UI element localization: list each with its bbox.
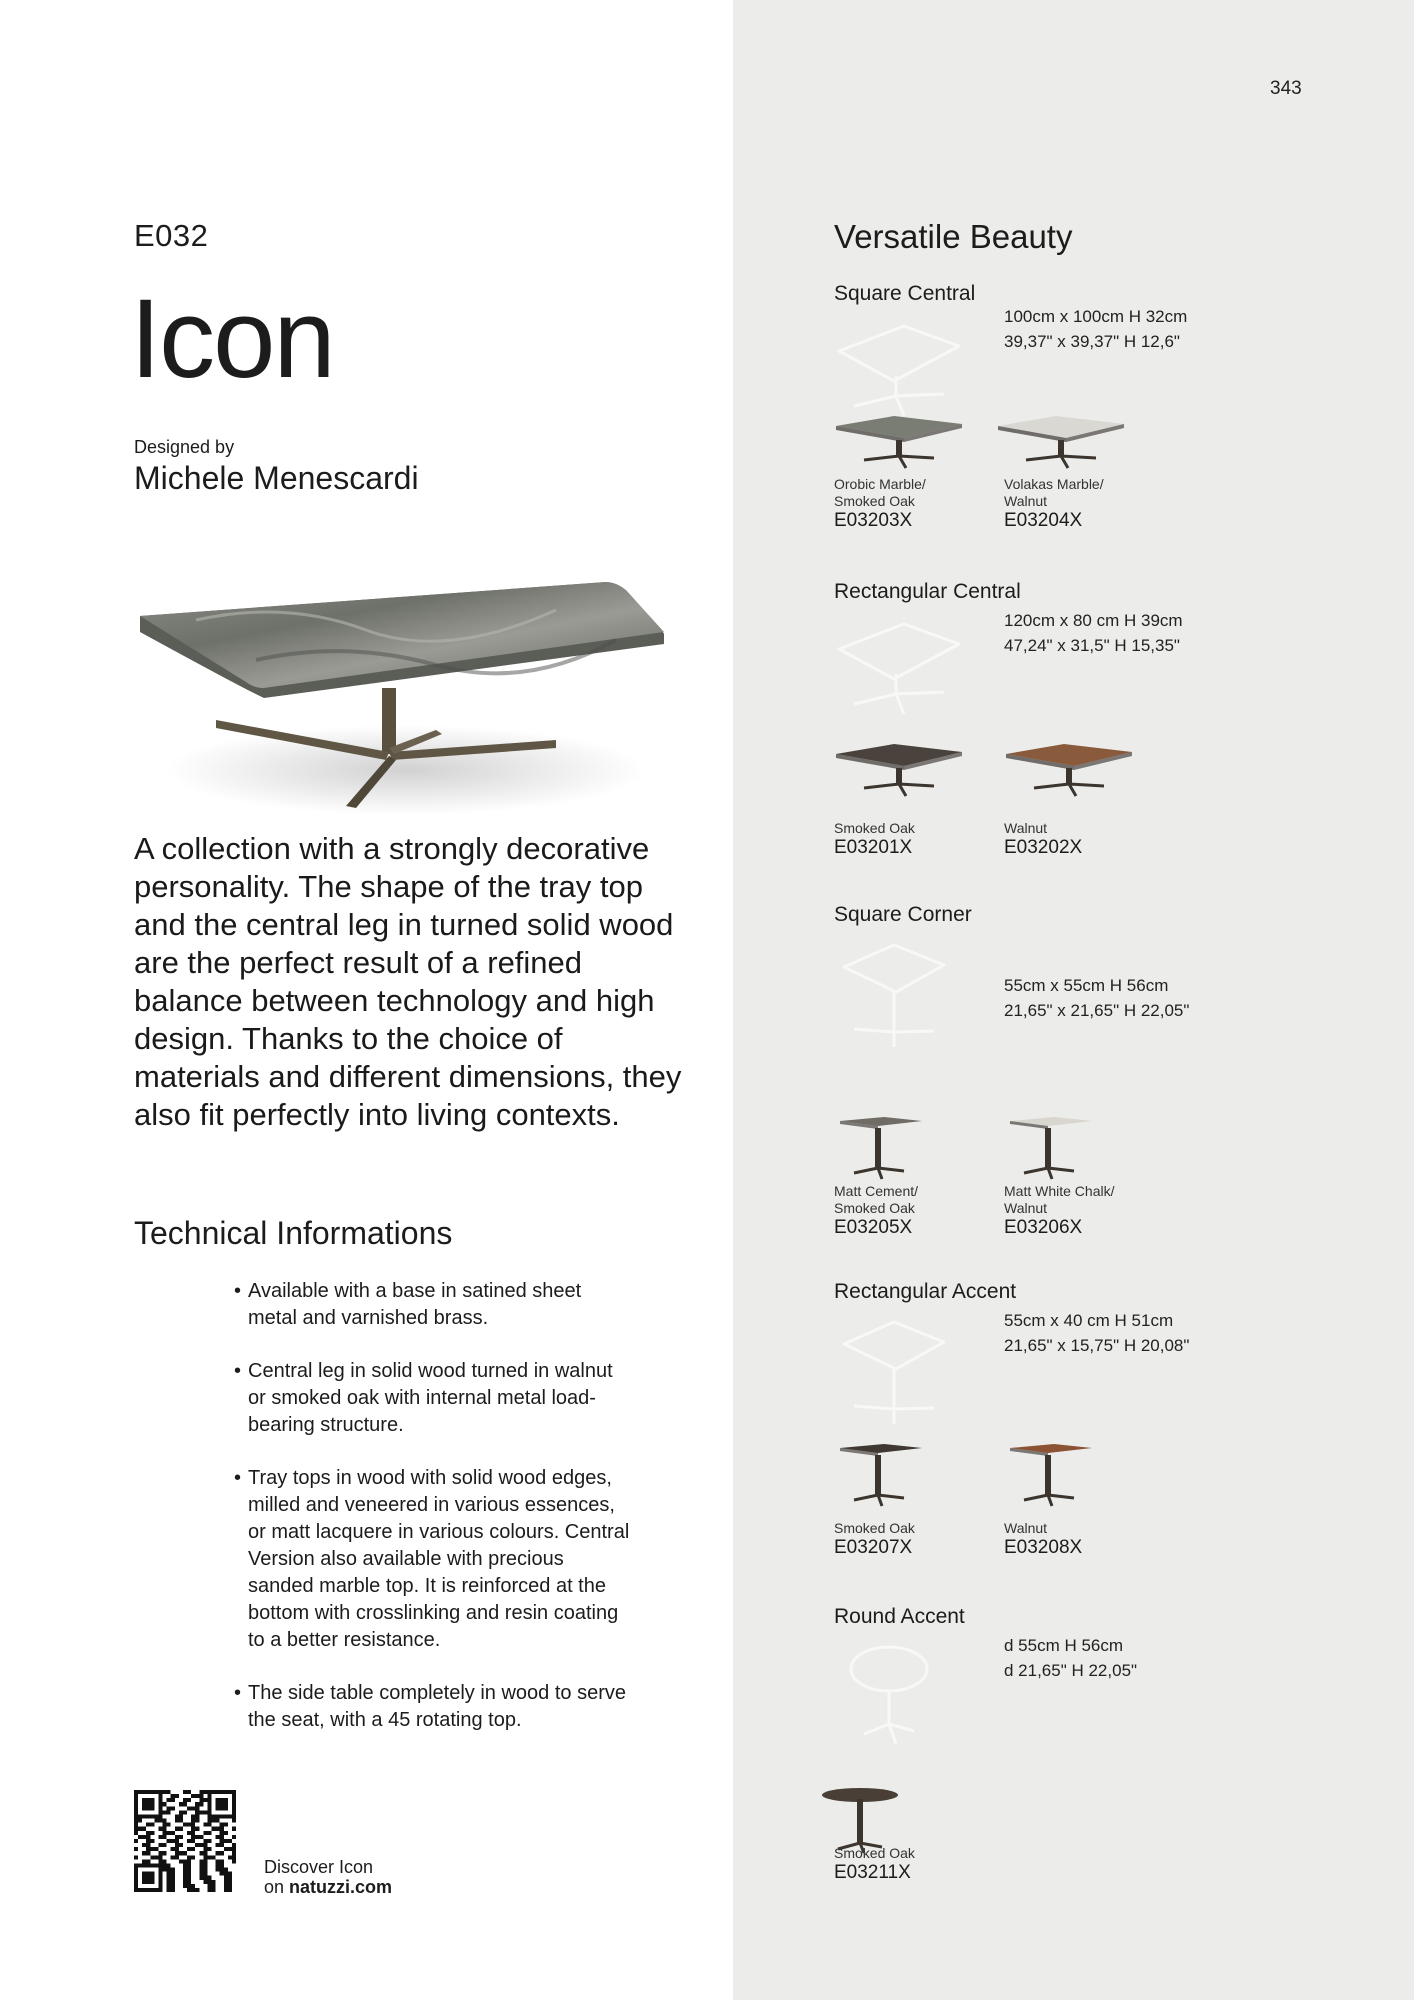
variant-sku: E03203X xyxy=(834,510,913,531)
table-variant-image xyxy=(834,412,964,482)
dimensions-cm: 55cm x 40 cm H 51cm xyxy=(1004,1311,1174,1330)
group-dimensions xyxy=(1004,1308,1189,1358)
site-name: natuzzi.com xyxy=(289,1877,393,1897)
designed-by-label: Designed by xyxy=(134,437,235,457)
table-variant-image xyxy=(1004,740,1134,810)
dimensions-in: 21,65" x 21,65" H 22,05" xyxy=(1004,1001,1190,1020)
variant-sku: E03207X xyxy=(834,1537,913,1558)
discover-site-line: on natuzzi.com xyxy=(264,1877,393,1897)
table-variant-image xyxy=(996,412,1126,482)
table-variant-image xyxy=(834,1113,964,1183)
variant-sku: E03205X xyxy=(834,1217,913,1238)
designer-name: Michele Menescardi xyxy=(134,460,419,496)
group-title: Square Corner xyxy=(834,903,972,926)
qr-code[interactable] xyxy=(134,1790,236,1892)
variant-sku: E03201X xyxy=(834,837,913,858)
table-variant-image xyxy=(834,1440,964,1510)
outline-diagram-icon xyxy=(834,1639,964,1749)
variant-sku: E03204X xyxy=(1004,510,1083,531)
description-paragraph: A collection with a strongly decorative personality. The shape of the tray top and the central leg in turned solid wood are the perfect result of a refined balance between technology and high design. Thanks to the choice of materials and different dimensions, they also fit perfectly into living contexts. xyxy=(134,831,682,1132)
dimensions-cm: 100cm x 100cm H 32cm xyxy=(1004,307,1188,326)
technical-bullet: • Available with a base in satined sheet metal and varnished brass. xyxy=(234,1278,634,1332)
group-title: Round Accent xyxy=(834,1605,965,1628)
technical-bullet: • Central leg in solid wood turned in walnut or smoked oak with internal metal load-bearing structure. xyxy=(234,1358,634,1439)
outline-diagram-icon xyxy=(834,937,964,1047)
variant-sku: E03208X xyxy=(1004,1537,1083,1558)
product-code: E032 xyxy=(134,218,209,253)
outline-diagram-icon xyxy=(834,316,964,426)
variant-material: Matt White Chalk/ Walnut xyxy=(1004,1183,1115,1216)
table-variant-image xyxy=(1004,1440,1134,1510)
page-number: 343 xyxy=(1270,78,1302,99)
variant-material: Smoked Oak xyxy=(834,1520,915,1536)
variant-label xyxy=(834,820,994,859)
technical-list xyxy=(234,1278,634,1760)
table-variant-image xyxy=(1004,1113,1134,1183)
variant-label xyxy=(1004,476,1164,532)
discover-line: Discover Icon xyxy=(264,1857,374,1877)
dimensions-in: 39,37" x 39,37" H 12,6" xyxy=(1004,332,1180,351)
dimensions-in: 21,65" x 15,75" H 20,08" xyxy=(1004,1336,1190,1355)
dimensions-cm: 120cm x 80 cm H 39cm xyxy=(1004,611,1183,630)
variant-sku: E03211X xyxy=(834,1862,911,1883)
group-title: Square Central xyxy=(834,282,976,305)
dimensions-in: d 21,65" H 22,05" xyxy=(1004,1661,1138,1680)
variant-material: Walnut xyxy=(1004,1520,1048,1536)
variant-label xyxy=(1004,820,1164,859)
product-title: Icon xyxy=(130,276,334,401)
variant-material: Matt Cement/ Smoked Oak xyxy=(834,1183,919,1216)
variant-material: Volakas Marble/ Walnut xyxy=(1004,476,1104,509)
variant-material: Smoked Oak xyxy=(834,820,915,836)
outline-diagram-icon xyxy=(834,614,964,724)
table-variant-image xyxy=(834,740,964,810)
outline-diagram-icon xyxy=(834,1314,964,1424)
variant-label xyxy=(834,1520,994,1559)
group-dimensions xyxy=(1004,304,1187,354)
discover-link[interactable] xyxy=(264,1857,392,1897)
technical-bullet: • Tray tops in wood with solid wood edges, milled and veneered in various essences, or matt lacquere in various colours. Central Version also available with precious sanded marble top. It is reinforced at the bottom with crosslinking and resin coating to a better resistance. xyxy=(234,1465,634,1654)
variant-material: Walnut xyxy=(1004,820,1048,836)
variant-label xyxy=(834,476,994,532)
technical-bullet: • The side table completely in wood to serve the seat, with a 45 rotating top. xyxy=(234,1680,634,1734)
dimensions-cm: 55cm x 55cm H 56cm xyxy=(1004,976,1169,995)
group-title: Rectangular Central xyxy=(834,580,1021,603)
variant-label xyxy=(1004,1183,1164,1239)
variant-material: Smoked Oak xyxy=(834,1845,915,1861)
variant-label xyxy=(834,1183,994,1239)
technical-heading: Technical Informations xyxy=(134,1215,453,1251)
group-title: Rectangular Accent xyxy=(834,1280,1017,1303)
group-dimensions xyxy=(1004,973,1189,1023)
variant-material: Orobic Marble/ Smoked Oak xyxy=(834,476,926,509)
hero-table-image xyxy=(136,570,676,820)
dimensions-cm: d 55cm H 56cm xyxy=(1004,1636,1124,1655)
group-dimensions xyxy=(1004,1633,1137,1683)
dimensions-in: 47,24" x 31,5" H 15,35" xyxy=(1004,636,1180,655)
group-dimensions xyxy=(1004,608,1183,658)
variant-sku: E03206X xyxy=(1004,1217,1083,1238)
versatile-heading: Versatile Beauty xyxy=(834,218,1073,255)
variant-label xyxy=(1004,1520,1164,1559)
variant-sku: E03202X xyxy=(1004,837,1083,858)
variant-label xyxy=(834,1845,994,1884)
